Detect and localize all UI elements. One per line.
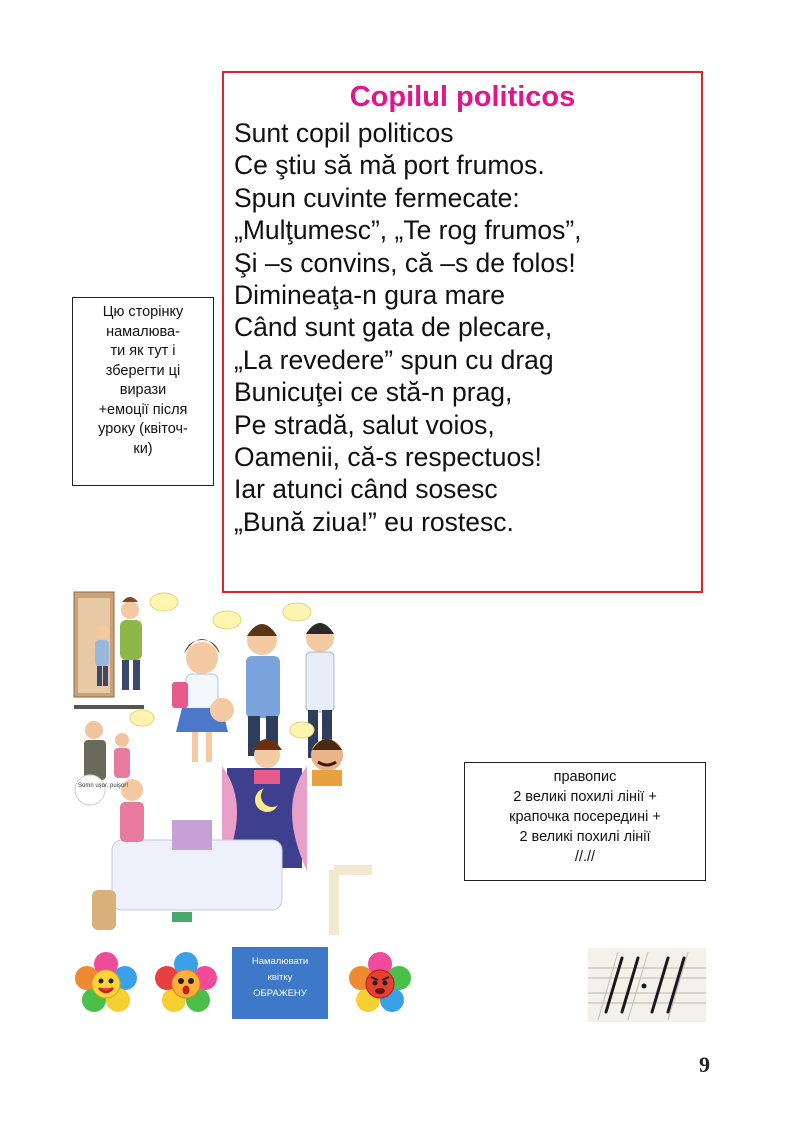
poem-line: Sunt copil politicos — [234, 118, 454, 148]
poem-lines — [234, 117, 582, 538]
speech-bubble-text: Somn uşor, puişor! — [78, 783, 129, 789]
note-right — [464, 762, 706, 881]
grandpa-scene — [74, 705, 154, 780]
note-right-line: 2 великі похилі лінії — [519, 829, 651, 845]
note-right-line: //.// — [574, 849, 596, 865]
bedroom-scene — [75, 766, 307, 930]
blue-card-line: ОБРАЖЕНУ — [253, 988, 307, 999]
angry-flower-icon — [346, 950, 414, 1018]
poem-line: „Bună ziua!” eu rostesc. — [234, 506, 514, 537]
poem-box — [222, 71, 703, 593]
poem-line: Dimineaţa-n gura mare — [234, 280, 506, 311]
door-scene — [74, 592, 178, 697]
poem-line: Când sunt gata de plecare, — [234, 312, 553, 343]
poem-line: Oamenii, că-s respectuos! — [234, 442, 542, 473]
note-left-line: ти як тут і — [110, 343, 176, 359]
blue-card-line: Намалювати — [251, 956, 309, 967]
note-left-line: уроку (квіточ- — [98, 421, 188, 437]
note-right-line: правопис — [553, 769, 617, 785]
note-left-line: зберегти ці — [105, 362, 181, 379]
children-illustration — [72, 590, 372, 935]
poem-line: „La revedere” spun cu drag — [234, 344, 554, 375]
poem-line: Spun cuvinte fermecate: — [234, 182, 520, 213]
poem-title: Copilul politicos — [349, 81, 576, 113]
note-right-line: крапочка посередині + — [509, 809, 661, 825]
note-left-line: Цю сторінку — [102, 304, 184, 320]
poem-line: Iar atunci când sosesc — [234, 474, 498, 505]
note-left-line: намалюва- — [106, 323, 180, 340]
surprised-flower-icon — [152, 950, 220, 1018]
note-left-line: +емоції після — [98, 401, 188, 418]
handwriting-sample-image — [588, 948, 706, 1022]
poem-line: Bunicuţei ce stă-n prag, — [234, 377, 513, 408]
note-left — [72, 297, 214, 486]
blue-card-line: квітку — [267, 972, 293, 983]
note-left-line: ки) — [133, 440, 153, 457]
draw-offended-flower-card — [232, 947, 328, 1019]
poem-line: Pe stradă, salut voios, — [234, 409, 495, 440]
note-right-line: 2 великі похилі лінії + — [513, 789, 657, 805]
happy-flower-icon — [72, 950, 140, 1018]
poem-line: Şi –s convins, că –s de folos! — [234, 247, 576, 278]
note-left-line: вирази — [119, 382, 167, 398]
children-group — [172, 603, 334, 762]
page-number: 9 — [699, 1052, 710, 1077]
poem-line: Ce ştiu să mă port frumos. — [234, 150, 545, 181]
poem-line: „Mulţumesc”, „Te rog frumos”, — [234, 215, 582, 246]
